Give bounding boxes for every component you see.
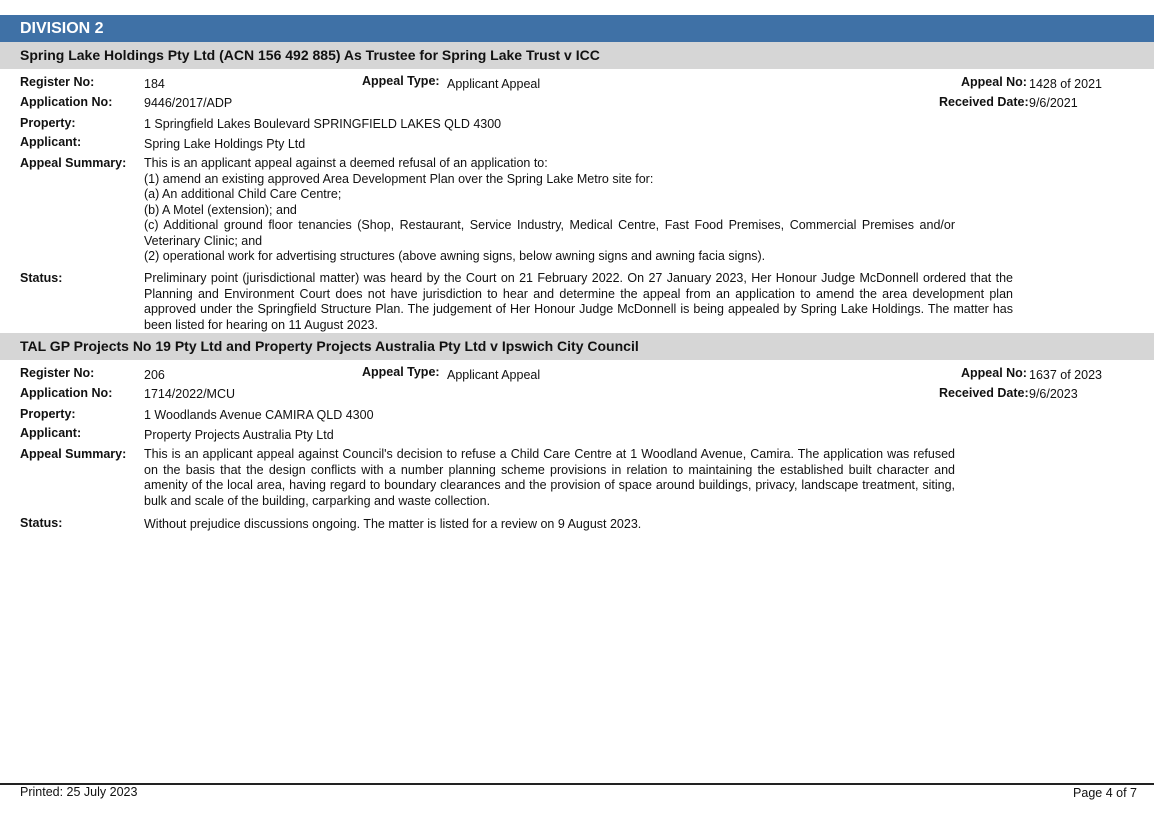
- appeal-no-value: 1428 of 2021: [1029, 77, 1102, 91]
- status-label: Status:: [20, 271, 63, 285]
- summary-line: (2) operational work for advertising structures (above awning signs, below awning signs and awning facia signs).: [144, 249, 766, 263]
- applicant-label: Applicant:: [20, 426, 82, 440]
- applicant-value: Property Projects Australia Pty Ltd: [144, 428, 334, 442]
- application-no-label: Application No:: [20, 386, 113, 400]
- appeal-no-label: Appeal No:: [961, 75, 1027, 89]
- appeal-type-label: Appeal Type:: [362, 74, 440, 88]
- applicant-label: Applicant:: [20, 135, 82, 149]
- received-date-label: Received Date:: [939, 386, 1029, 400]
- case-title: TAL GP Projects No 19 Pty Ltd and Property Projects Australia Pty Ltd v Ipswich City Council: [0, 333, 1154, 360]
- application-no-value: 9446/2017/ADP: [144, 96, 233, 110]
- printed-date: Printed: 25 July 2023: [20, 785, 138, 799]
- property-label: Property:: [20, 407, 76, 421]
- register-no-label: Register No:: [20, 75, 95, 89]
- application-no-label: Application No:: [20, 95, 113, 109]
- appeal-type-value: Applicant Appeal: [447, 368, 541, 382]
- status-value: Preliminary point (jurisdictional matter) was heard by the Court on 21 February 2022. On 27 January 2023, Her Honour Judge McDonnell ordered that the Planning and Environment Court does not have jurisdiction to hear and determine the appeal from an application to amend the area development plan approved under the Springfield Structure Plan. The judgement of Her Honour Judge McDonnell is being appealed by Spring Lake Holdings. The matter has been listed for hearing on 11 August 2023.: [144, 271, 1013, 332]
- summary-line: (a) An additional Child Care Centre;: [144, 187, 342, 201]
- property-label: Property:: [20, 116, 76, 130]
- summary-line: (b) A Motel (extension); and: [144, 202, 297, 217]
- received-date-value: 9/6/2023: [1029, 387, 1078, 401]
- property-value: 1 Woodlands Avenue CAMIRA QLD 4300: [144, 408, 374, 422]
- summary-line: (1) amend an existing approved Area Development Plan over the Spring Lake Metro site for:: [144, 171, 654, 186]
- appeal-type-value: Applicant Appeal: [447, 77, 541, 91]
- register-no-value: 206: [144, 368, 165, 382]
- appeal-summary: This is an applicant appeal against Council's decision to refuse a Child Care Centre at 1 Woodland Avenue, Camira. The application was refused on the basis that the design conflicts with a number planning scheme provisions in relation to maintaining the established built character and amenity of the local area, having regard to boundary clearances and the provision of space around buildings, privacy, landscape treatment, siting, bulk and scale of the building, carparking and waste collection.: [144, 447, 955, 508]
- appeal-summary: [144, 156, 955, 265]
- property-value: 1 Springfield Lakes Boulevard SPRINGFIELD LAKES QLD 4300: [144, 117, 502, 131]
- page-number: Page 4 of 7: [1073, 786, 1137, 800]
- received-date-label: Received Date:: [939, 95, 1029, 109]
- summary-line: (c) Additional ground floor tenancies (Shop, Restaurant, Service Industry, Medical Centre, Fast Food Premises, Commercial Premises and/or Veterinary Clinic; and: [144, 218, 955, 248]
- appeal-no-label: Appeal No:: [961, 366, 1027, 380]
- appeal-type-label: Appeal Type:: [362, 365, 440, 379]
- appeal-no-value: 1637 of 2023: [1029, 368, 1102, 382]
- case-title: Spring Lake Holdings Pty Ltd (ACN 156 492 885) As Trustee for Spring Lake Trust v ICC: [0, 42, 1154, 69]
- footer-divider: [0, 783, 1154, 785]
- applicant-value: Spring Lake Holdings Pty Ltd: [144, 137, 306, 151]
- status-value: Without prejudice discussions ongoing. The matter is listed for a review on 9 August 2023.: [144, 517, 642, 531]
- summary-line: This is an applicant appeal against a deemed refusal of an application to:: [144, 156, 548, 170]
- appeal-summary-label: Appeal Summary:: [20, 156, 127, 170]
- register-no-label: Register No:: [20, 366, 95, 380]
- register-no-value: 184: [144, 77, 165, 91]
- application-no-value: 1714/2022/MCU: [144, 387, 236, 401]
- division-header: DIVISION 2: [0, 15, 1154, 42]
- status-label: Status:: [20, 516, 63, 530]
- received-date-value: 9/6/2021: [1029, 96, 1078, 110]
- appeal-summary-label: Appeal Summary:: [20, 447, 127, 461]
